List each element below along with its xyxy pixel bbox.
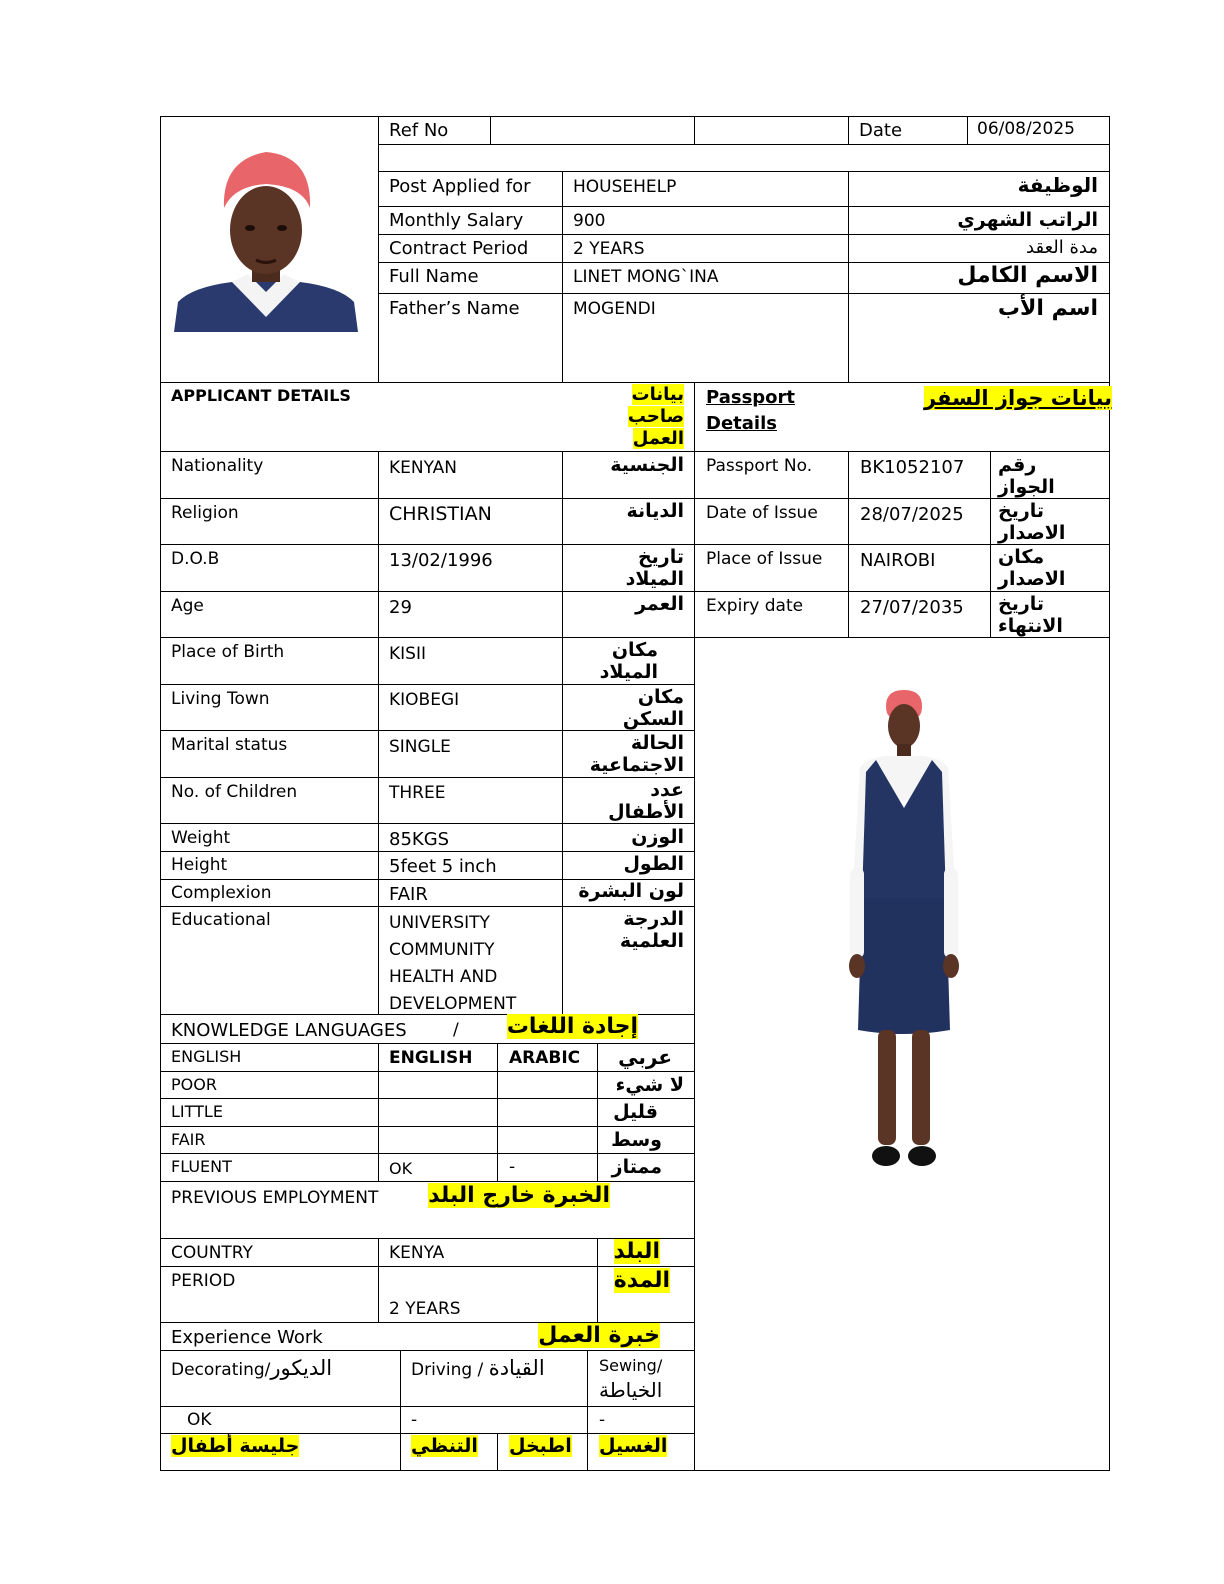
lang-header-english: ENGLISH xyxy=(389,1048,473,1068)
passport-details-title: Passport Details xyxy=(706,387,796,434)
lang-header-arabic-word: عربي xyxy=(618,1045,672,1069)
age-label: Age xyxy=(171,596,204,616)
full-name-label: Full Name xyxy=(389,266,479,287)
marital-status-value: SINGLE xyxy=(389,737,451,757)
lang-little-arabic-word: قليل xyxy=(613,1101,658,1123)
dob-value: 13/02/1996 xyxy=(389,550,493,571)
father-name-arabic: اسم الأب xyxy=(997,296,1098,321)
education-value: UNIVERSITY COMMUNITY HEALTH AND DEVELOPMENT xyxy=(389,913,517,1014)
complexion-arabic: لون البشرة xyxy=(578,880,684,902)
dob-label: D.O.B xyxy=(171,549,220,569)
place-of-birth-label: Place of Birth xyxy=(171,642,285,662)
lang-fluent-arabic-word: ممتاز xyxy=(611,1156,662,1178)
period-label: PERIOD xyxy=(171,1271,236,1291)
date-label: Date xyxy=(859,120,903,141)
weight-label: Weight xyxy=(171,828,231,848)
post-label: Post Applied for xyxy=(389,176,531,197)
period-arabic: المدة xyxy=(613,1268,670,1293)
experience-work-arabic: خبرة العمل xyxy=(538,1323,660,1348)
nationality-value: KENYAN xyxy=(389,458,458,478)
father-name-value: MOGENDI xyxy=(573,299,656,319)
lang-poor-label: POOR xyxy=(171,1075,217,1094)
full-name-arabic: الاسم الكامل xyxy=(957,263,1098,288)
previous-employment-title: PREVIOUS EMPLOYMENT xyxy=(171,1188,379,1208)
salary-value: 900 xyxy=(573,211,606,231)
cooking-arabic: اطبخل xyxy=(509,1435,572,1457)
decorating-value: OK xyxy=(187,1410,212,1430)
lang-header-label: ENGLISH xyxy=(171,1047,242,1066)
driving-label: Driving / القيادة xyxy=(411,1356,545,1380)
date-of-issue-arabic: تاريخ الاصدار xyxy=(998,500,1066,544)
expiry-date-arabic: تاريخ الانتهاء xyxy=(998,593,1063,637)
post-value: HOUSEHELP xyxy=(573,177,677,197)
period-value: 2 YEARS xyxy=(389,1299,461,1319)
languages-slash: / xyxy=(453,1020,459,1040)
dob-arabic: تاريخ الميلاد xyxy=(625,546,684,590)
living-town-label: Living Town xyxy=(171,689,270,709)
religion-label: Religion xyxy=(171,503,239,523)
ref-no-label: Ref No xyxy=(389,120,449,141)
children-arabic: عدد الأطفال xyxy=(608,779,684,823)
height-label: Height xyxy=(171,855,228,875)
expiry-date-label: Expiry date xyxy=(706,596,804,616)
age-arabic: العمر xyxy=(635,593,684,615)
lang-fluent-arabic[interactable]: - xyxy=(509,1157,516,1177)
languages-arabic: إجادة اللغات xyxy=(506,1014,638,1039)
experience-work-title: Experience Work xyxy=(171,1327,323,1348)
complexion-label: Complexion xyxy=(171,883,272,903)
applicant-details-arabic: بيانات صاحب العمل xyxy=(627,384,684,449)
babysitting-arabic: جليسة أطفال xyxy=(171,1435,300,1457)
expiry-date-value: 27/07/2035 xyxy=(860,597,964,618)
date-of-issue-value: 28/07/2025 xyxy=(860,504,964,525)
religion-value: CHRISTIAN xyxy=(389,503,492,525)
salary-label: Monthly Salary xyxy=(389,210,524,231)
children-label: No. of Children xyxy=(171,782,298,802)
salary-arabic: الراتب الشهري xyxy=(957,209,1098,231)
passport-no-label: Passport No. xyxy=(706,456,813,476)
washing-arabic: الغسيل xyxy=(599,1435,668,1457)
religion-arabic: الديانة xyxy=(626,500,684,522)
previous-employment-arabic: الخبرة خارج البلد xyxy=(428,1183,610,1208)
living-town-arabic: مكان السكن xyxy=(622,686,684,730)
cleaning-arabic: التنظي xyxy=(411,1435,478,1457)
height-arabic: الطول xyxy=(623,853,684,875)
education-arabic: الدرجة العلمية xyxy=(619,908,684,952)
country-arabic: البلد xyxy=(613,1239,660,1264)
lang-header-arabic: ARABIC xyxy=(509,1048,581,1068)
marital-status-arabic: الحالة الاجتماعية xyxy=(589,732,684,776)
nationality-label: Nationality xyxy=(171,456,264,476)
complexion-value: FAIR xyxy=(389,884,428,905)
country-value: KENYA xyxy=(389,1243,445,1263)
lang-fluent-english[interactable]: OK xyxy=(389,1159,413,1178)
nationality-arabic: الجنسية xyxy=(610,454,684,476)
place-of-issue-label: Place of Issue xyxy=(706,549,823,569)
date-value[interactable]: 06/08/2025 xyxy=(977,119,1075,139)
languages-title: KNOWLEDGE LANGUAGES xyxy=(171,1020,407,1041)
full-name-value: LINET MONG`INA xyxy=(573,267,719,287)
passport-details-arabic: بيانات جواز السفر xyxy=(923,386,1112,410)
weight-value: 85KGS xyxy=(389,829,450,850)
sewing-label: Sewing/ xyxy=(599,1356,663,1375)
driving-value: - xyxy=(411,1410,418,1430)
country-label: COUNTRY xyxy=(171,1243,253,1263)
passport-no-value: BK1052107 xyxy=(860,457,965,478)
post-arabic: الوظيفة xyxy=(1017,173,1098,197)
place-of-issue-arabic: مكان الاصدار xyxy=(998,546,1066,590)
sewing-value: - xyxy=(599,1410,606,1430)
lang-fluent-label: FLUENT xyxy=(171,1157,232,1176)
lang-little-label: LITTLE xyxy=(171,1102,223,1121)
living-town-value: KIOBEGI xyxy=(389,690,460,710)
decorating-label: Decorating/الديكور xyxy=(171,1356,333,1380)
lang-fair-arabic-word: وسط xyxy=(611,1129,662,1151)
applicant-full-body-photo xyxy=(826,688,982,1170)
education-label: Educational xyxy=(171,910,271,930)
height-value: 5feet 5 inch xyxy=(389,856,497,877)
contract-arabic: مدة العقد xyxy=(1026,237,1098,258)
lang-poor-arabic-word: لا شيء xyxy=(615,1074,684,1096)
date-of-issue-label: Date of Issue xyxy=(706,503,818,523)
marital-status-label: Marital status xyxy=(171,735,288,755)
place-of-issue-value: NAIROBI xyxy=(860,550,936,571)
children-value: THREE xyxy=(389,783,446,803)
place-of-birth-arabic: مكان الميلاد xyxy=(599,639,658,683)
father-name-label: Father’s Name xyxy=(389,298,520,319)
applicant-details-title: APPLICANT DETAILS xyxy=(171,386,351,405)
passport-no-arabic: رقم الجواز xyxy=(998,454,1055,498)
lang-fair-label: FAIR xyxy=(171,1130,206,1149)
contract-label: Contract Period xyxy=(389,238,529,259)
place-of-birth-value: KISII xyxy=(389,644,426,664)
applicant-portrait-photo xyxy=(172,142,360,332)
age-value: 29 xyxy=(389,597,412,618)
sewing-arabic: الخياطة xyxy=(599,1378,663,1402)
weight-arabic: الوزن xyxy=(631,826,684,848)
contract-value: 2 YEARS xyxy=(573,239,645,259)
